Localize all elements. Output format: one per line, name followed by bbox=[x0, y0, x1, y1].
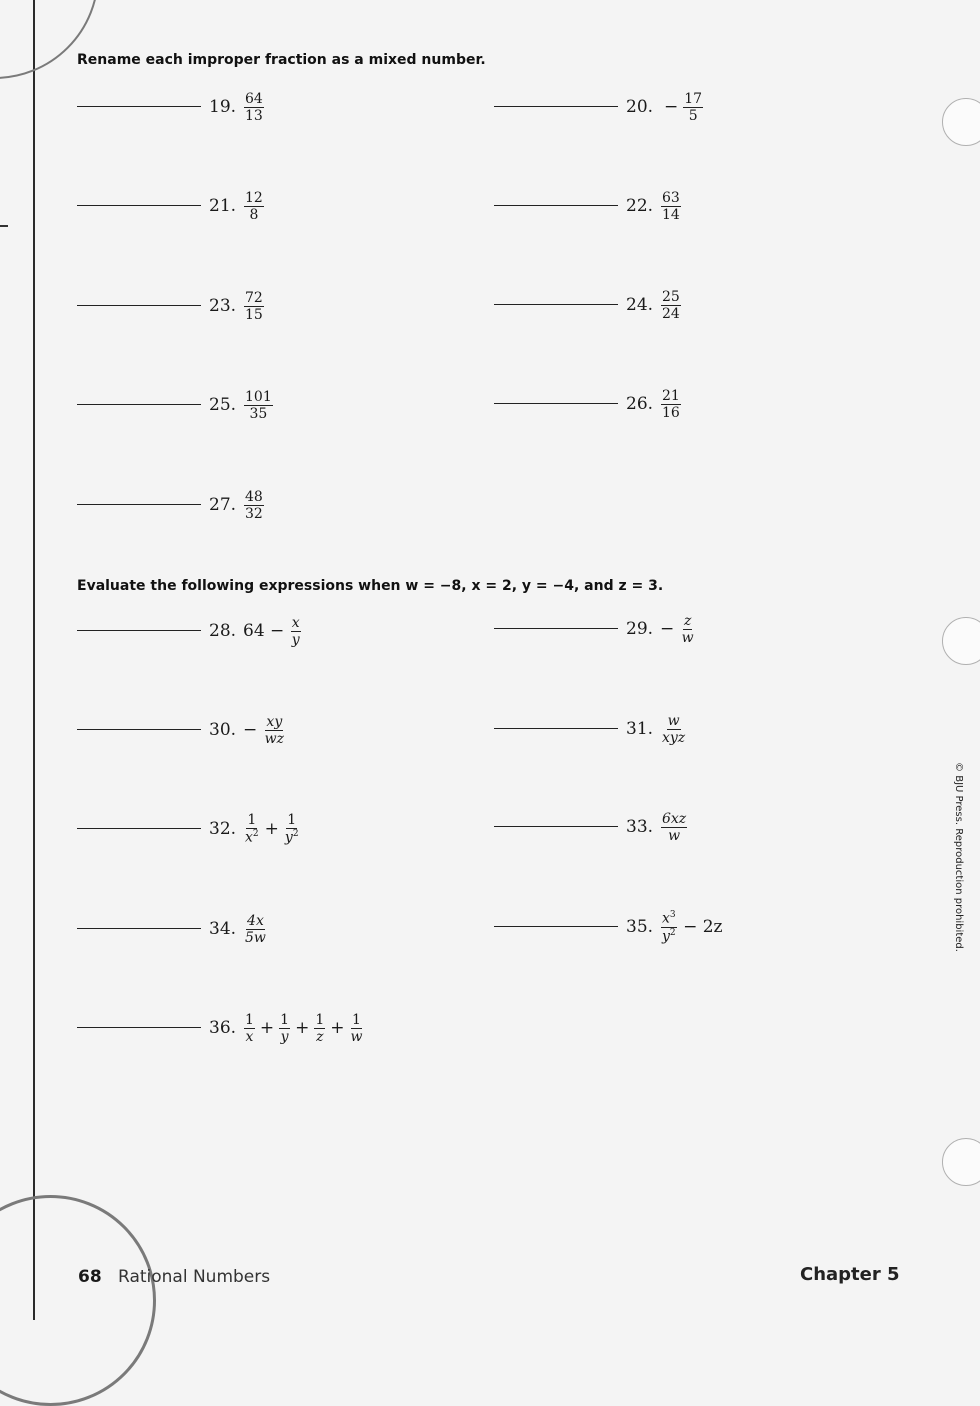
denominator: 24 bbox=[662, 305, 680, 322]
negative-sign: − bbox=[243, 720, 258, 740]
numerator: 1 bbox=[245, 1011, 254, 1028]
fraction bbox=[244, 291, 264, 322]
fraction bbox=[244, 390, 273, 421]
answer-blank[interactable] bbox=[494, 826, 618, 827]
problem-expression bbox=[660, 809, 688, 845]
numerator: 6xz bbox=[662, 810, 687, 827]
problem-28 bbox=[77, 610, 397, 650]
answer-blank[interactable] bbox=[494, 304, 618, 305]
fraction bbox=[244, 1013, 255, 1044]
denominator: y bbox=[280, 1028, 289, 1045]
problem-expression bbox=[660, 909, 722, 945]
exponent: 2 bbox=[292, 829, 299, 840]
answer-blank[interactable] bbox=[494, 926, 618, 927]
denominator: z bbox=[316, 1028, 324, 1045]
numerator: 72 bbox=[245, 289, 263, 306]
fraction bbox=[661, 290, 681, 321]
problem-33 bbox=[494, 806, 814, 846]
fraction bbox=[661, 191, 681, 222]
negative-sign: − bbox=[660, 619, 675, 639]
denominator: xyz bbox=[662, 729, 686, 746]
problem-number: 26. bbox=[626, 394, 654, 414]
plus-sign: + bbox=[264, 819, 279, 839]
numerator: 64 bbox=[245, 90, 263, 107]
problem-expression bbox=[243, 911, 268, 947]
fraction bbox=[244, 92, 264, 123]
problem-25 bbox=[77, 384, 397, 424]
answer-blank[interactable] bbox=[77, 1027, 201, 1028]
numerator: 21 bbox=[662, 387, 680, 404]
base: y bbox=[284, 829, 293, 846]
denominator: 5 bbox=[688, 107, 698, 124]
fraction bbox=[681, 614, 695, 645]
answer-blank[interactable] bbox=[77, 928, 201, 929]
section-heading-evaluate: Evaluate the following expressions when w = −8, x = 2, y = −4, and z = 3. bbox=[77, 578, 664, 594]
answer-blank[interactable] bbox=[77, 729, 201, 730]
problem-34 bbox=[77, 908, 397, 948]
fraction bbox=[279, 1013, 290, 1044]
denominator: w bbox=[668, 827, 681, 844]
section-heading-rename: Rename each improper fraction as a mixed number. bbox=[77, 52, 486, 68]
numerator bbox=[661, 911, 677, 928]
problem-number: 36. bbox=[209, 1018, 237, 1038]
denominator: 15 bbox=[245, 306, 263, 323]
problem-expression bbox=[243, 487, 265, 523]
answer-blank[interactable] bbox=[77, 404, 201, 405]
problem-number: 24. bbox=[626, 295, 654, 315]
plus-sign: + bbox=[295, 1018, 310, 1038]
answer-blank[interactable] bbox=[494, 403, 618, 404]
numerator: w bbox=[667, 712, 680, 729]
problem-29 bbox=[494, 608, 814, 648]
answer-blank[interactable] bbox=[494, 728, 618, 729]
exponent: 2 bbox=[252, 829, 259, 840]
problem-number: 33. bbox=[626, 817, 654, 837]
numerator: 1 bbox=[352, 1011, 361, 1028]
problem-number: 30. bbox=[209, 720, 237, 740]
exponent: 2 bbox=[669, 927, 676, 938]
problem-35 bbox=[494, 906, 814, 946]
punch-hole-top bbox=[942, 98, 980, 146]
answer-blank[interactable] bbox=[494, 205, 618, 206]
problem-expression bbox=[243, 387, 274, 423]
problem-number: 20. bbox=[626, 97, 654, 117]
fraction bbox=[244, 813, 260, 845]
problem-27 bbox=[77, 484, 397, 524]
numerator: z bbox=[683, 612, 692, 629]
fraction bbox=[244, 191, 264, 222]
expression-lead: 64 − bbox=[243, 621, 285, 641]
fraction bbox=[661, 389, 681, 420]
base: x bbox=[245, 829, 253, 846]
problem-22 bbox=[494, 185, 814, 225]
plus-sign: + bbox=[330, 1018, 345, 1038]
problem-expression bbox=[660, 711, 687, 747]
numerator: 48 bbox=[245, 488, 263, 505]
expression-tail: − 2z bbox=[683, 917, 723, 937]
fraction bbox=[661, 812, 687, 843]
answer-blank[interactable] bbox=[77, 828, 201, 829]
problem-expression bbox=[660, 188, 682, 224]
problem-31 bbox=[494, 708, 814, 748]
problem-32 bbox=[77, 808, 397, 848]
problem-expression bbox=[660, 611, 696, 647]
numerator: 63 bbox=[662, 189, 680, 206]
margin-line bbox=[33, 0, 35, 1320]
negative-sign: − bbox=[664, 97, 679, 117]
copyright-notice: © BJU Press. Reproduction prohibited. bbox=[953, 762, 964, 952]
denominator bbox=[284, 829, 300, 845]
answer-blank[interactable] bbox=[77, 504, 201, 505]
problem-24 bbox=[494, 284, 814, 324]
fraction bbox=[350, 1013, 364, 1044]
problem-expression bbox=[660, 287, 682, 323]
problem-number: 29. bbox=[626, 619, 654, 639]
numerator: 1 bbox=[315, 1011, 325, 1028]
problem-number: 28. bbox=[209, 621, 237, 641]
problem-number: 25. bbox=[209, 395, 237, 415]
problem-number: 27. bbox=[209, 495, 237, 515]
denominator: 13 bbox=[245, 107, 263, 124]
answer-blank[interactable] bbox=[77, 630, 201, 631]
problem-number: 34. bbox=[209, 919, 237, 939]
numerator: 1 bbox=[280, 1011, 290, 1028]
denominator: wz bbox=[264, 730, 285, 747]
denominator: 8 bbox=[249, 206, 259, 223]
exponent: 3 bbox=[669, 909, 676, 920]
problem-20 bbox=[494, 86, 814, 126]
problem-number: 22. bbox=[626, 196, 654, 216]
denominator bbox=[661, 928, 677, 944]
problem-number: 32. bbox=[209, 819, 237, 839]
fraction bbox=[264, 715, 285, 746]
problem-number: 35. bbox=[626, 917, 654, 937]
binder-arc-bottom bbox=[0, 1195, 156, 1406]
punch-hole-bottom bbox=[942, 1138, 980, 1186]
numerator: 4x bbox=[247, 912, 264, 929]
denominator: w bbox=[681, 629, 694, 646]
fraction bbox=[661, 911, 677, 943]
problem-36 bbox=[77, 1007, 397, 1047]
fraction bbox=[291, 616, 301, 647]
fraction bbox=[683, 92, 703, 123]
fraction bbox=[314, 1013, 325, 1044]
problem-30 bbox=[77, 709, 397, 749]
footer-chapter: Chapter 5 bbox=[800, 1264, 900, 1285]
denominator: x bbox=[245, 1028, 254, 1045]
problem-expression bbox=[660, 386, 682, 422]
numerator: 17 bbox=[684, 90, 703, 107]
numerator: 1 bbox=[247, 812, 257, 829]
problem-19 bbox=[77, 86, 397, 126]
problem-number: 21. bbox=[209, 196, 237, 216]
denominator: 14 bbox=[662, 206, 680, 223]
footer-section-title: Rational Numbers bbox=[118, 1267, 271, 1287]
punch-hole-middle bbox=[942, 617, 980, 665]
problem-number: 23. bbox=[209, 296, 237, 316]
fraction bbox=[244, 490, 264, 521]
numerator: 25 bbox=[662, 288, 680, 305]
page-number: 68 bbox=[78, 1267, 102, 1287]
answer-blank[interactable] bbox=[494, 106, 618, 107]
fraction bbox=[284, 813, 300, 845]
problem-expression bbox=[243, 288, 265, 324]
numerator: 101 bbox=[245, 388, 272, 405]
problem-expression bbox=[243, 613, 302, 649]
answer-blank[interactable] bbox=[494, 628, 618, 629]
plus-sign: + bbox=[259, 1018, 275, 1038]
problem-expression bbox=[243, 712, 286, 748]
denominator: w bbox=[350, 1028, 363, 1045]
fraction bbox=[244, 914, 267, 945]
problem-expression bbox=[243, 89, 265, 125]
problem-23 bbox=[77, 285, 397, 325]
numerator: x bbox=[291, 614, 300, 631]
problem-number: 19. bbox=[209, 97, 237, 117]
margin-tick bbox=[0, 225, 8, 227]
problem-21 bbox=[77, 185, 397, 225]
numerator: 12 bbox=[245, 189, 263, 206]
denominator: 35 bbox=[249, 405, 268, 422]
problem-expression bbox=[243, 811, 301, 847]
problem-26 bbox=[494, 383, 814, 423]
answer-blank[interactable] bbox=[77, 205, 201, 206]
base: x bbox=[662, 910, 670, 927]
problem-expression bbox=[243, 188, 265, 224]
answer-blank[interactable] bbox=[77, 305, 201, 306]
denominator: 5w bbox=[245, 929, 266, 946]
answer-blank[interactable] bbox=[77, 106, 201, 107]
problem-expression bbox=[243, 1010, 365, 1046]
denominator: 32 bbox=[245, 505, 263, 522]
numerator: xy bbox=[266, 713, 283, 730]
denominator: 16 bbox=[662, 404, 680, 421]
denominator: y bbox=[291, 631, 300, 648]
base: y bbox=[662, 928, 670, 945]
fraction bbox=[661, 714, 686, 745]
denominator bbox=[244, 829, 260, 845]
problem-expression bbox=[660, 89, 704, 125]
numerator: 1 bbox=[287, 812, 297, 829]
problem-number: 31. bbox=[626, 719, 654, 739]
